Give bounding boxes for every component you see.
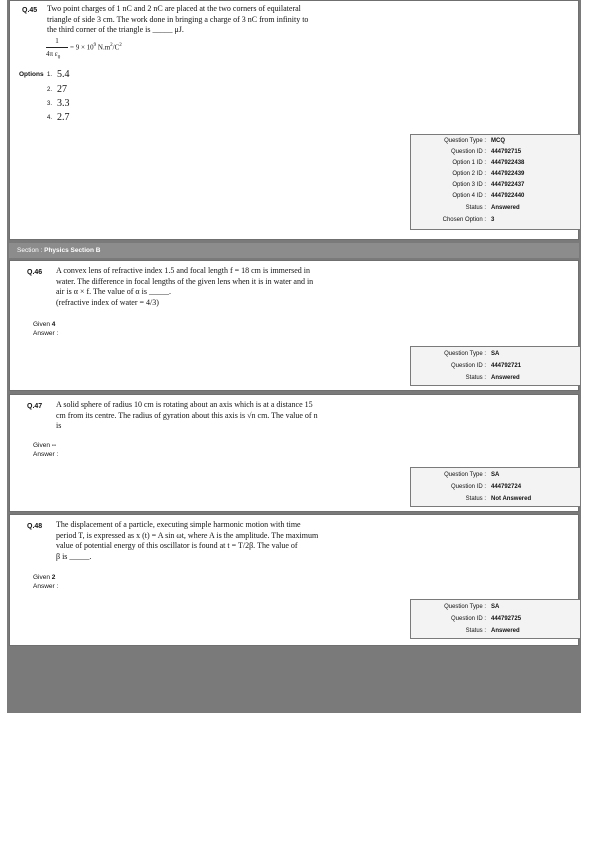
option-number: 2.	[47, 87, 53, 93]
question-number: Q.46	[27, 269, 43, 276]
given-answer: Given 2 Answer :	[33, 574, 59, 590]
option-2: 27	[57, 84, 67, 95]
option-number: 1.	[47, 72, 53, 78]
given-answer: Given 4 Answer :	[33, 321, 59, 337]
options-label: Options	[19, 71, 44, 78]
question-info-box: Question Type : MCQ Question ID : 444792715 Option 1 ID : 4447922438 Option 2 ID : 4447922439 Option 3 ID : 4447922437 Option 4 ID : 4447922440 Status : Answered Chosen Option : 3	[410, 134, 581, 230]
question-text: The displacement of a particle, executing simple harmonic motion with time period T, is expressed as x (t) = A sin ωt, where A is the amplitude. The maximum value of potential energy of this oscillator is found at t = T/2β. The value of β is _____.	[56, 520, 319, 561]
question-number: Q.45	[22, 7, 38, 14]
question-info-box: Question Type : SA Question ID : 444792721 Status : Answered	[410, 346, 581, 386]
option-1: 5.4	[57, 69, 70, 80]
question-panel-q48	[9, 514, 579, 646]
given-answer: Given -- Answer :	[33, 442, 59, 458]
option-3: 3.3	[57, 98, 70, 109]
question-panel-q46	[9, 260, 579, 391]
option-number: 4.	[47, 115, 53, 121]
question-number: Q.48	[27, 523, 43, 530]
question-info-box: Question Type : SA Question ID : 444792725 Status : Answered	[410, 599, 581, 639]
option-4: 2.7	[57, 112, 70, 123]
question-panel-q45: Q.45 Two point charges of 1 nC and 2 nC are placed at the two corners of equilateral triangle of side 3 cm. The work done in bringing a charge of 3 nC from infinity to the third corner of the triangle is _____ μJ. 1 4π $\varepsilon_0$ = $9 \times 10^9$ $N.m^2/C^2$ Options 1. 5.4 2. 27 3. 3.3 4. 2.7 Question Type : MCQ Question ID : 444792715 Option 1 ID : 4447922438 Option 2 ID : 4447922439 Option 3 ID : 4447922437 Option 4 ID : 4447922440 Status : Answered Chosen Option : 3	[9, 0, 579, 240]
option-number: 3.	[47, 101, 53, 107]
question-panel-q47	[9, 394, 579, 512]
question-info-box: Question Type : SA Question ID : 444792724 Status : Not Answered	[410, 467, 581, 507]
section-header: Section : Physics Section B	[9, 243, 579, 258]
question-text: Two point charges of 1 nC and 2 nC are placed at the two corners of equilateral triangle of side 3 cm. The work done in bringing a charge of 3 nC from infinity to the third corner of the triangle is _____ μJ.	[47, 4, 309, 34]
question-number: Q.47	[27, 403, 43, 410]
question-text: A convex lens of refractive index 1.5 and focal length f = 18 cm is immersed in water. The difference in focal lengths of the given lens when it is in water and in air is α × f. The value of α is _____. (refractive index of water = 4/3)	[56, 266, 314, 307]
question-text: A solid sphere of radius 10 cm is rotating about an axis which is at a distance 15 cm from its centre. The radius of gyration about this axis is √n cm. The value of n is	[56, 400, 318, 430]
